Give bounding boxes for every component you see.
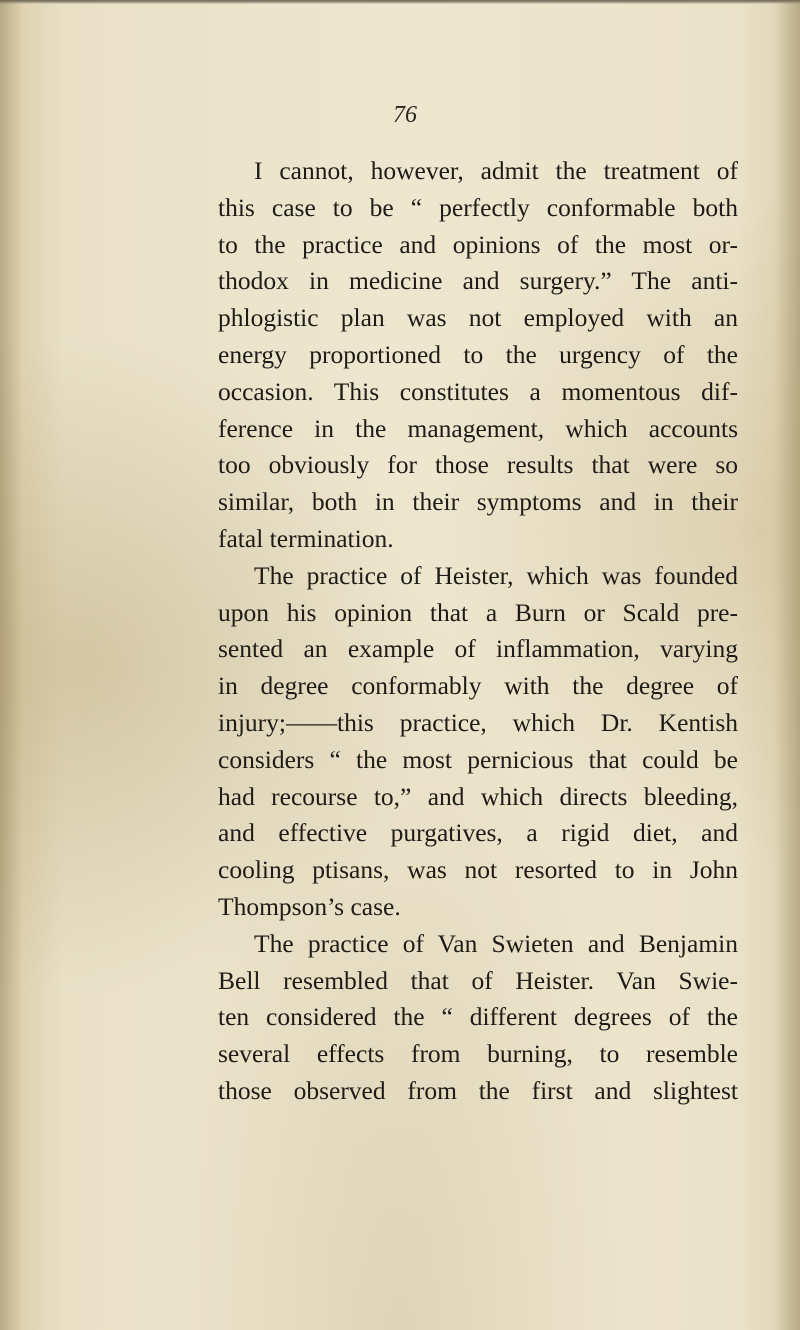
text-line: to the practice and opinions of the most or- xyxy=(218,229,738,259)
text-line: similar, both in their symptoms and in their xyxy=(218,487,738,517)
text-line: upon his opinion that a Burn or Scald pre- xyxy=(218,597,738,627)
body-text xyxy=(218,153,738,1110)
text-line: thodox in medicine and surgery.” The anti- xyxy=(218,266,738,296)
text-line: and effective purgatives, a rigid diet, and xyxy=(218,818,738,848)
text-line: several effects from burning, to resemble xyxy=(218,1039,738,1069)
text-line: those observed from the first and slightest xyxy=(218,1075,738,1105)
text-line: cooling ptisans, was not resorted to in John xyxy=(218,855,738,885)
text-line: occasion. This constitutes a momentous dif- xyxy=(218,376,738,406)
text-line: ference in the management, which accounts xyxy=(218,413,738,443)
text-line: considers “ the most pernicious that could be xyxy=(218,744,738,774)
text-line: Bell resembled that of Heister. Van Swie- xyxy=(218,965,738,995)
page-top-edge xyxy=(0,0,800,4)
text-line: ten considered the “ different degrees of the xyxy=(218,1002,738,1032)
text-line: The practice of Van Swieten and Benjamin xyxy=(254,928,738,958)
page-left-edge xyxy=(0,0,22,1330)
text-line: phlogistic plan was not employed with an xyxy=(218,303,738,333)
text-line: too obviously for those results that were so xyxy=(218,450,738,480)
text-line: energy proportioned to the urgency of the xyxy=(218,339,738,369)
text-line: The practice of Heister, which was founded xyxy=(254,560,738,590)
text-line: Thompson’s case. xyxy=(218,891,401,921)
text-line: I cannot, however, admit the treatment of xyxy=(254,156,738,185)
text-line: this case to be “ perfectly conformable both xyxy=(218,192,738,222)
text-line: sented an example of inflammation, varying xyxy=(218,634,738,664)
page-number: 76 xyxy=(393,102,417,128)
page-right-edge xyxy=(774,0,800,1330)
text-line: had recourse to,” and which directs bleeding, xyxy=(218,781,738,811)
text-line: injury;——this practice, which Dr. Kentish xyxy=(218,707,738,737)
text-line: fatal termination. xyxy=(218,523,394,553)
text-line: in degree conformably with the degree of xyxy=(218,671,738,701)
